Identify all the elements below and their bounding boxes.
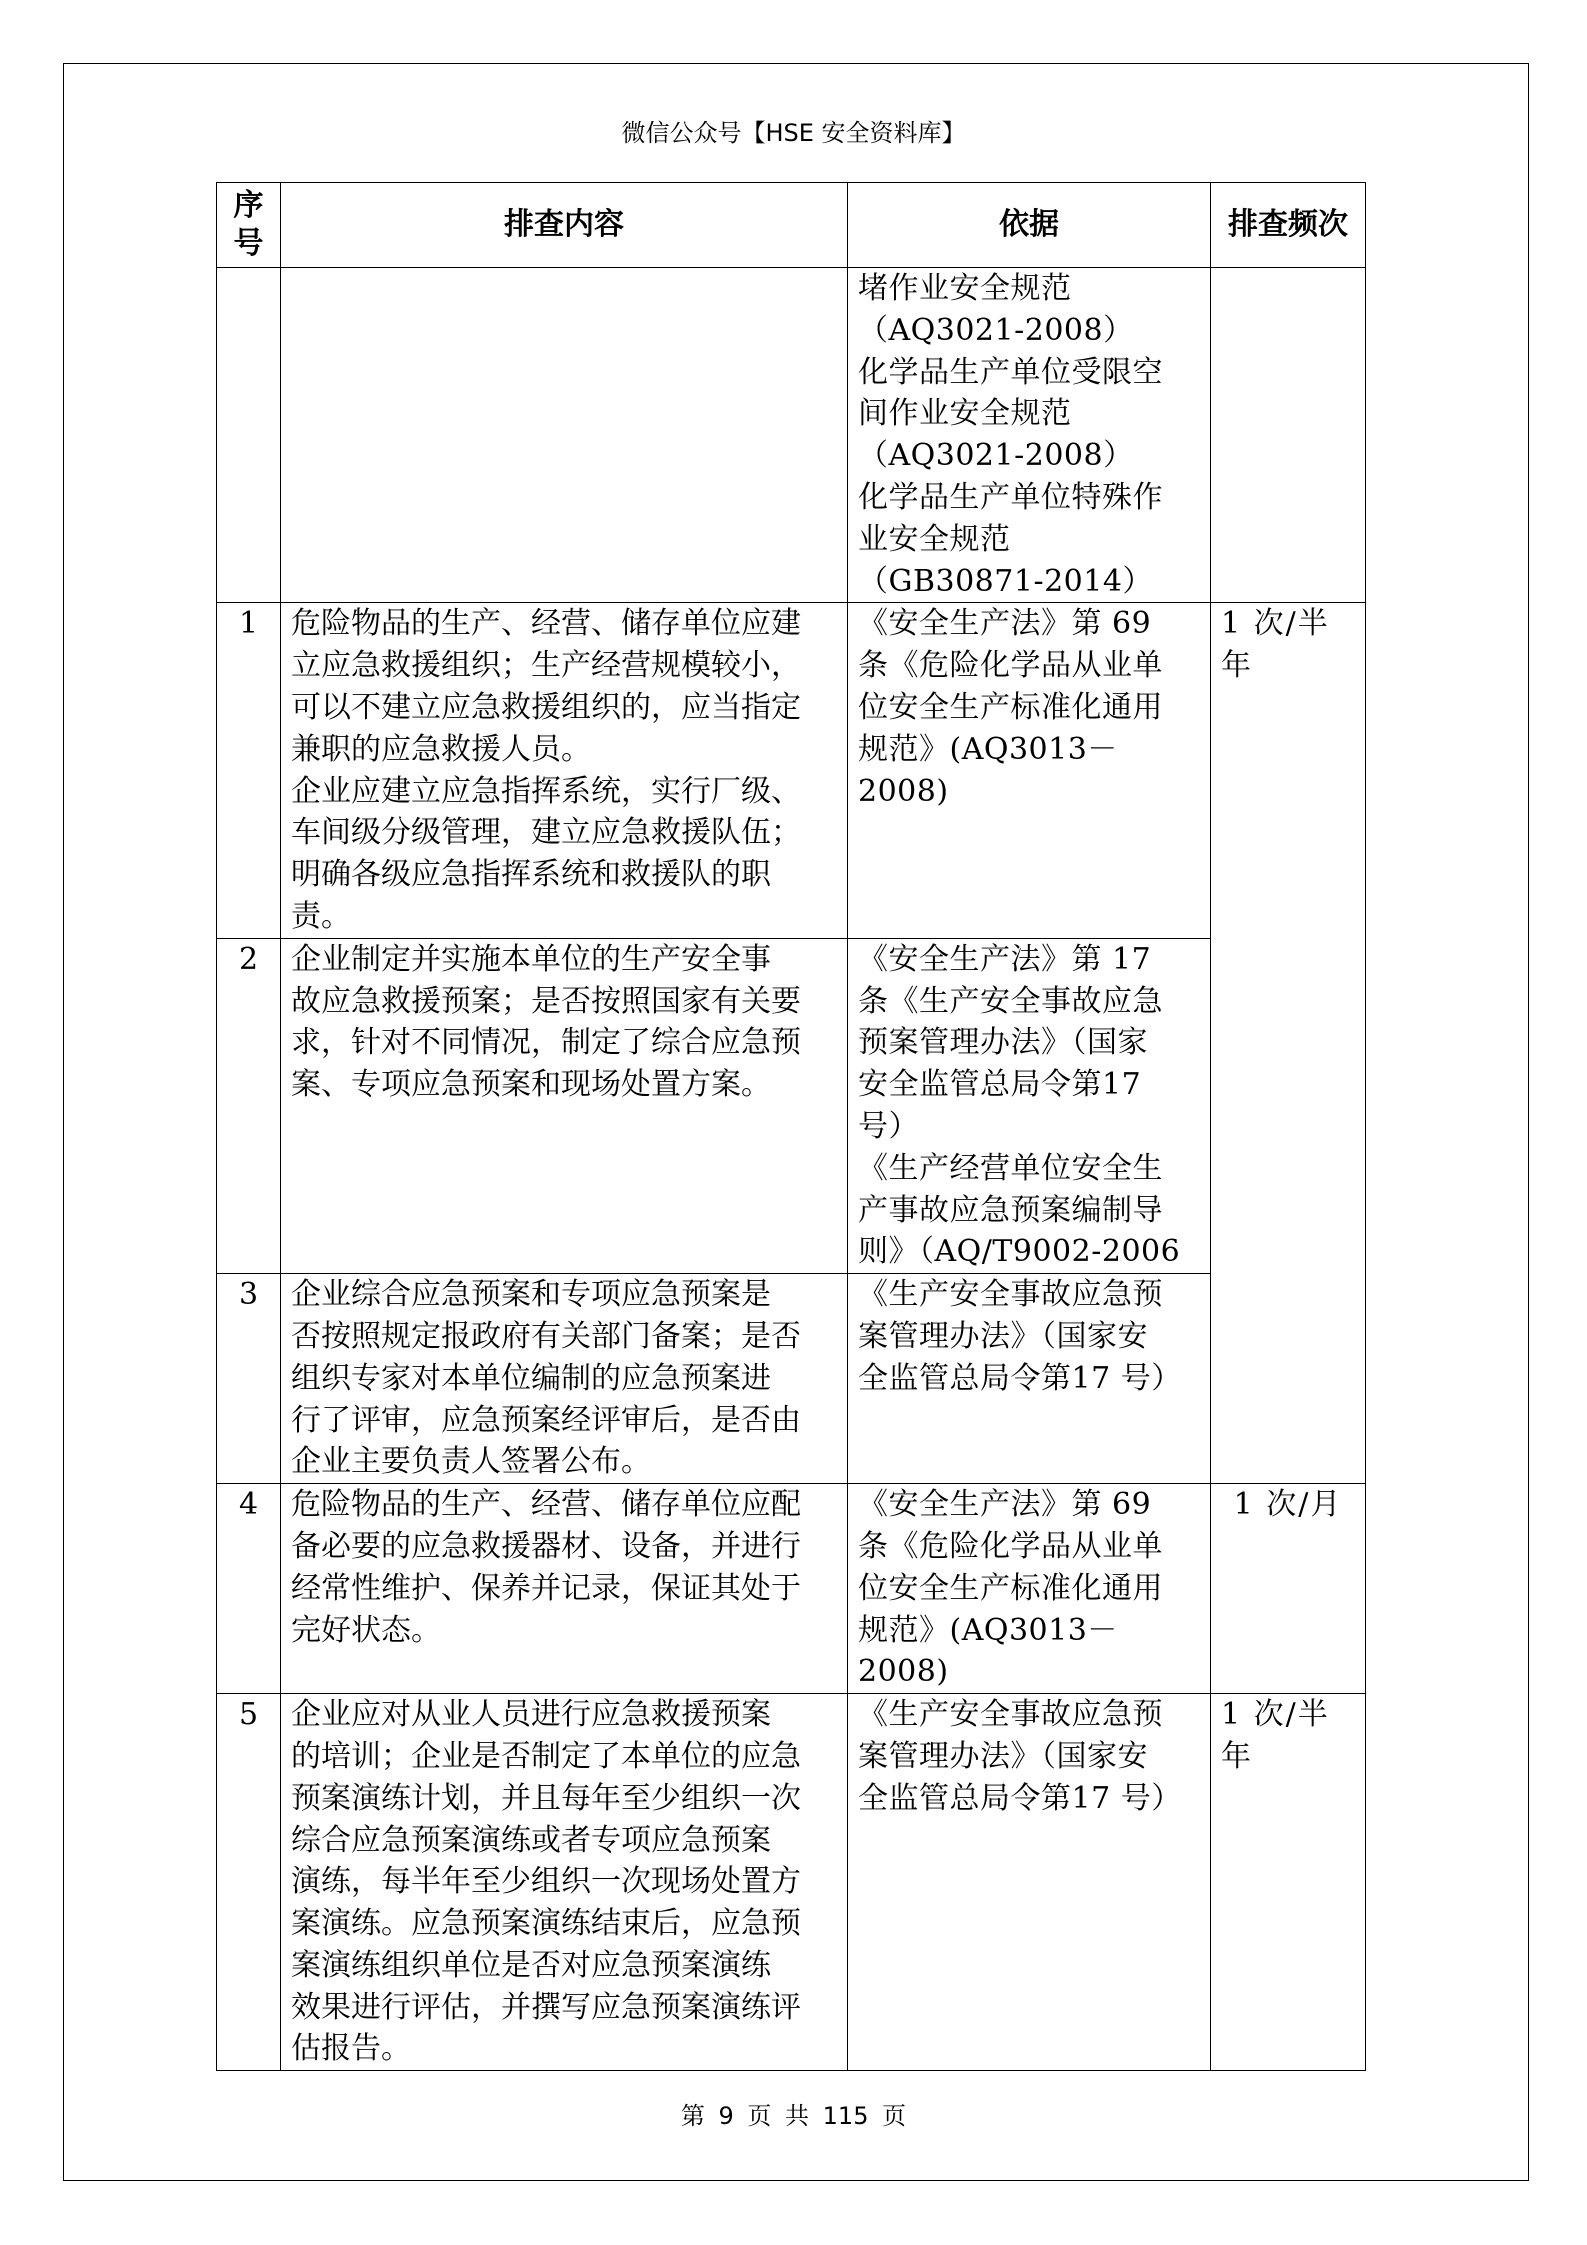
row-basis: 《安全生产法》第 69 条《危险化学品从业单 位安全生产标准化通用 规范》(AQ3013－2008) <box>848 1484 1211 1694</box>
row-basis: 《安全生产法》第 69 条《危险化学品从业单 位安全生产标准化通用 规范》(AQ3013－2008) <box>848 603 1211 938</box>
row-num: 5 <box>217 1694 281 2071</box>
row-num: 3 <box>217 1274 281 1484</box>
row-content: 企业综合应急预案和专项应急预案是 否按照规定报政府有关部门备案；是否 组织专家对本单位编制的应急预案进 行了评审，应急预案经评审后，是否由 企业主要负责人签署公布。 <box>281 1274 848 1484</box>
inspection-table <box>216 182 1366 2071</box>
row-basis: 《安全生产法》第 17 条《生产安全事故应急 预案管理办法》（国家 安全监管总局令第17 号） 《生产经营单位安全生 产事故应急预案编制导 则》（AQ/T9002-2006 <box>848 938 1211 1273</box>
table-header-row <box>217 183 1366 268</box>
row-basis: 堵作业安全规范 （AQ3021-2008） 化学品生产单位受限空 间作业安全规范 （AQ3021-2008） 化学品生产单位特殊作 业安全规范 （GB30871-2014） <box>848 268 1211 603</box>
row-content <box>281 268 848 603</box>
row-frequency: 1 次/半 年 <box>1211 603 1366 1484</box>
table-row <box>217 603 1366 938</box>
page-footer: 第 9 页 共 115 页 <box>680 2102 907 2130</box>
page-header: 微信公众号【HSE 安全资料库】 <box>621 119 966 147</box>
row-basis: 《生产安全事故应急预 案管理办法》（国家安 全监管总局令第17 号） <box>848 1274 1211 1484</box>
row-basis: 《生产安全事故应急预 案管理办法》（国家安 全监管总局令第17 号） <box>848 1694 1211 2071</box>
table-row <box>217 268 1366 603</box>
table-row <box>217 1484 1366 1694</box>
row-frequency <box>1211 268 1366 603</box>
table-row <box>217 1274 1366 1484</box>
header-basis: 依据 <box>848 183 1211 268</box>
row-frequency: 1 次/半 年 <box>1211 1694 1366 2071</box>
row-num: 4 <box>217 1484 281 1694</box>
table-row <box>217 938 1366 1273</box>
table-row <box>217 1694 1366 2071</box>
row-content: 危险物品的生产、经营、储存单位应配 备必要的应急救援器材、设备，并进行 经常性维护、保养并记录，保证其处于 完好状态。 <box>281 1484 848 1694</box>
header-content: 排查内容 <box>281 183 848 268</box>
row-num <box>217 268 281 603</box>
row-frequency: 1 次/月 <box>1211 1484 1366 1694</box>
header-frequency: 排查频次 <box>1211 183 1366 268</box>
row-content: 危险物品的生产、经营、储存单位应建 立应急救援组织；生产经营规模较小， 可以不建立应急救援组织的，应当指定 兼职的应急救援人员。 企业应建立应急指挥系统，实行厂级、 车间级分级管理，建立应急救援队伍； 明确各级应急指挥系统和救援队的职 责。 <box>281 603 848 938</box>
row-num: 2 <box>217 938 281 1273</box>
row-content: 企业应对从业人员进行应急救援预案 的培训；企业是否制定了本单位的应急 预案演练计划，并且每年至少组织一次 综合应急预案演练或者专项应急预案 演练，每半年至少组织一次现场处置方 案演练。应急预案演练结束后，应急预 案演练组织单位是否对应急预案演练 效果进行评估，并撰写应急预案演练评 估报告。 <box>281 1694 848 2071</box>
header-num: 序号 <box>217 183 281 268</box>
row-content: 企业制定并实施本单位的生产安全事 故应急救援预案；是否按照国家有关要 求，针对不同情况，制定了综合应急预 案、专项应急预案和现场处置方案。 <box>281 938 848 1273</box>
row-num: 1 <box>217 603 281 938</box>
